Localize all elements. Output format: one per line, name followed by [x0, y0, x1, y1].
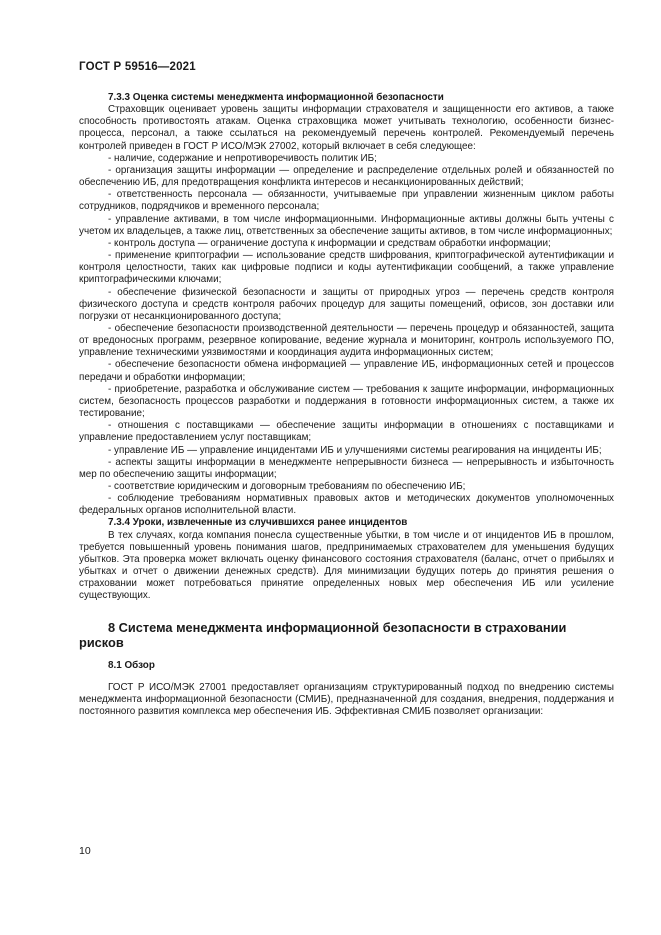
list-item: - управление активами, в том числе информационными. Информационные активы должны быть учтены с учетом их владельцев, а также лиц, ответственных за обеспечение защиты активов, в том числе информационных;: [79, 213, 614, 237]
list-item: - приобретение, разработка и обслуживание систем — требования к защите информации, информационных систем, безопасность процессов разработки и поддержания в готовности информационных систем, а также их тестирование;: [79, 383, 614, 420]
list-item: - управление ИБ — управление инцидентами ИБ и улучшениями системы реагирования на инциденты ИБ;: [108, 444, 602, 456]
list-item: - применение криптографии — использование средств шифрования, криптографической аутентификации и контроля целостности, таких как цифровые подписи и коды аутентификации сообщений, а также управление криптографическими ключами;: [79, 250, 614, 286]
document-id-header: ГОСТ Р 59516—2021: [79, 61, 196, 73]
list-item: - контроль доступа — ограничение доступа к информации и средствам обработки информации;: [108, 237, 551, 249]
page-content: [79, 92, 614, 718]
section-733-title: 7.3.3 Оценка системы менеджмента информационной безопасности: [108, 92, 444, 103]
list-item: - обеспечение безопасности обмена информацией — управление ИБ, информационных сетей и процессов передачи и обработки информации;: [79, 359, 614, 383]
list-item: - соответствие юридическим и договорным требованиям по обеспечению ИБ;: [108, 481, 466, 492]
list-item: - организация защиты информации — определение и распределение отдельных ролей и обязанностей по обеспечению ИБ, для предотвращения конфликта интересов и несанкционированных действий;: [79, 164, 614, 189]
section-81-title: 8.1 Обзор: [108, 659, 155, 671]
section-8-title: 8 Система менеджмента информационной безопасности в страховании рисков: [79, 619, 567, 650]
list-item: - соблюдение требованиям нормативных правовых актов и методических документов уполномоченных федеральных органов исполнительной власти.: [79, 493, 614, 517]
list-item: - аспекты защиты информации в менеджменте непрерывности бизнеса — непрерывность и избыточность мер по обеспечению защиты информации;: [79, 456, 614, 480]
list-item: - обеспечение безопасности производственной деятельности — перечень процедур и обязанностей, защита от вредоносных программ, резервное копирование, ведение журнала и мониторинг, контроль используемого ПО, управление техническими уязвимостями и координация аудита информационных систем;: [79, 322, 614, 359]
section-733-intro: Страховщик оценивает уровень защиты информации страхователя и защищенности его активов, а также способность противостоять атакам. Оценка страховщика может учитывать технологию, особенности бизнес-процесса, персонал, а также ссылаться на рекомендуемый перечень контролей. Рекомендуемый перечень контролей приведен в ГОСТ Р ИСО/МЭК 27002, который включает в себя следующее:: [79, 104, 614, 152]
list-item: - отношения с поставщиками — обеспечение защиты информации в отношениях с поставщиками и управление предоставлением услуг поставщикам;: [79, 420, 614, 444]
control-list: [79, 153, 614, 518]
page-number: 10: [79, 845, 91, 857]
list-item: - ответственность персонала — обязанности, учитываемые при управлении жизненным циклом работы сотрудников, подрядчиков и временного персонала;: [79, 189, 614, 213]
section-734-title: 7.3.4 Уроки, извлеченные из случившихся ранее инцидентов: [108, 517, 408, 529]
section-734-text: В тех случаях, когда компания понесла существенные убытки, в том числе и от инцидентов ИБ в прошлом, требуется повышенный уровень понимания шагов, предпринимаемых страхователем для уменьшения будущих убытков. Эта проверка может включать оценку финансового состояния страхователя (баланс, отчет о прибылях и убытках и отчет о движении денежных средств). Для минимизации будущих потерь до принятия решения о страховании может потребоваться принятие определенных новых мер обеспечения ИБ или усиление существующих.: [79, 529, 614, 602]
list-item: - обеспечение физической безопасности и защиты от природных угроз — перечень средств контроля физического доступа и средств контроля рабочих процедур для защиты помещений, офисов, зон доставки или погрузки от несанкционированного доступа;: [79, 286, 614, 322]
section-81-text: ГОСТ Р ИСО/МЭК 27001 предоставляет организациям структурированный подход по внедрению системы менеджмента информационной безопасности (СМИБ), предназначенной для создания, внедрения, поддержания и постоянного развития комплекса мер обеспечения ИБ. Эффективная СМИБ позволяет организации:: [79, 681, 614, 718]
list-item: - наличие, содержание и непротиворечивость политик ИБ;: [108, 152, 377, 164]
